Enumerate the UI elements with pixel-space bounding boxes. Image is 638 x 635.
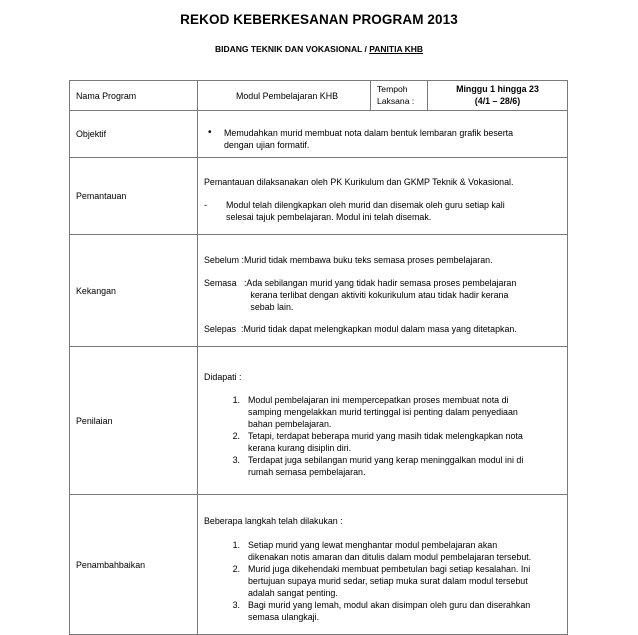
dash-marker: - [204, 200, 207, 210]
penilaian-label: Penilaian [70, 347, 198, 495]
item-line: Setiap murid yang lewat menghantar modul pembelajaran akan [248, 539, 498, 550]
item-line: adalah sangat penting. [248, 587, 338, 598]
minggu-line-2: (4/1 – 28/6) [474, 95, 521, 106]
item-number: 3. [232, 599, 240, 610]
item-number: 1. [232, 539, 240, 550]
item-line: Tetapi, terdapat beberapa murid yang masih tidak melengkapkan nota [248, 430, 523, 441]
kekangan-semasa [204, 277, 567, 313]
item-number: 2. [232, 430, 240, 441]
kekangan-sebelum [204, 246, 567, 266]
penambahbaikan-item [204, 599, 567, 623]
selepas-text: Murid tidak dapat melengkapkan modul dalam masa yang ditetapkan. [243, 324, 517, 334]
penilaian-intro: Didapati : [204, 371, 242, 382]
minggu-line-1: Minggu 1 hingga 23 [456, 84, 539, 94]
selepas-key: Selepas : [204, 324, 244, 334]
objektif-line-1: Memudahkan murid membuat nota dalam bentuk lembaran grafik beserta [224, 128, 514, 138]
pemantauan-item-line-1: Modul telah dilengkapkan oleh murid dan disemak oleh guru setiap kali [226, 200, 505, 210]
subtitle-panel: PANITIA KHB [369, 44, 424, 54]
document-subtitle [0, 44, 638, 54]
penambahbaikan-item [204, 539, 567, 563]
tempoh-value [428, 81, 568, 111]
objektif-row [70, 111, 568, 158]
pemantauan-row [70, 158, 568, 235]
objektif-content [198, 111, 568, 158]
semasa-line-1: Ada sebilangan murid yang tidak hadir semasa proses pembelajaran [246, 278, 517, 288]
sebelum-key: Sebelum : [204, 255, 244, 265]
penambahbaikan-item [204, 563, 567, 599]
sebelum-text: Murid tidak membawa buku teks semasa proses pembelajaran. [243, 255, 493, 265]
kekangan-selepas [204, 323, 567, 335]
penilaian-item [204, 394, 567, 430]
penambahbaikan-row [70, 495, 568, 635]
program-label: Nama Program [70, 81, 198, 111]
semasa-line-3: sebab lain. [250, 302, 294, 312]
semasa-key: Semasa : [204, 278, 247, 288]
penilaian-item [204, 430, 567, 454]
item-line: semasa ulangkaji. [248, 611, 320, 622]
bullet-icon: • [208, 127, 212, 138]
item-number: 3. [232, 454, 240, 465]
item-line: Terdapat juga sebilangan murid yang kerap meninggalkan modul ini di [248, 454, 524, 465]
pemantauan-content [198, 158, 568, 235]
document-title: REKOD KEBERKESANAN PROGRAM 2013 [180, 12, 458, 27]
item-line: bahan pembelajaran. [248, 418, 332, 429]
tempoh-line-2: Laksana : [377, 95, 415, 106]
item-line: Modul pembelajaran ini mempercepatkan proses membuat nota di [248, 394, 509, 405]
penambahbaikan-label: Penambahbaikan [70, 495, 198, 635]
subtitle-field: BIDANG TEKNIK DAN VOKASIONAL / [214, 44, 370, 54]
item-line: Bagi murid yang lemah, modul akan disimpan oleh guru dan diserahkan [248, 599, 531, 610]
tempoh-label [371, 81, 428, 111]
kekangan-content [198, 235, 568, 347]
item-number: 2. [232, 563, 240, 574]
item-line: kerana kurang disiplin diri. [248, 442, 352, 453]
item-number: 1. [232, 394, 240, 405]
program-row [70, 81, 568, 111]
program-name: Modul Pembelajaran KHB [198, 81, 371, 111]
semasa-line-2: kerana terlibat dengan aktiviti kokurikulum atau tidak hadir kerana [250, 290, 509, 300]
pemantauan-item-line-2: selesai tajuk pembelajaran. Modul ini telah disemak. [226, 212, 432, 222]
item-line: dikenakan notis amaran dan ditulis dalam modul pembelajaran tersebut. [248, 551, 532, 562]
item-line: Murid juga dikehendaki membuat pembetulan bagi setiap kesalahan. Ini [248, 563, 531, 574]
pemantauan-label: Pemantauan [70, 158, 198, 235]
penambahbaikan-content [198, 495, 568, 635]
tempoh-line-1: Tempoh [377, 84, 408, 94]
item-line: samping mengelakkan murid tertinggal isi penting dalam penyediaan [248, 406, 518, 417]
penilaian-content [198, 347, 568, 495]
objektif-line-2: dengan ujian formatif. [224, 140, 310, 150]
item-line: rumah semasa pembelajaran. [248, 466, 366, 477]
penilaian-row [70, 347, 568, 495]
record-table [69, 80, 568, 635]
objektif-label: Objektif [70, 111, 198, 158]
pemantauan-intro: Pemantauan dilaksanakan oleh PK Kurikulum dan GKMP Teknik & Vokasional. [204, 177, 514, 187]
item-line: bertujuan supaya murid sedar, setiap muka surat dalam modul tersebut [248, 575, 528, 586]
penilaian-item [204, 454, 567, 478]
kekangan-row [70, 235, 568, 347]
penambahbaikan-intro: Beberapa langkah telah dilakukan : [204, 515, 343, 526]
kekangan-label: Kekangan [70, 235, 198, 347]
